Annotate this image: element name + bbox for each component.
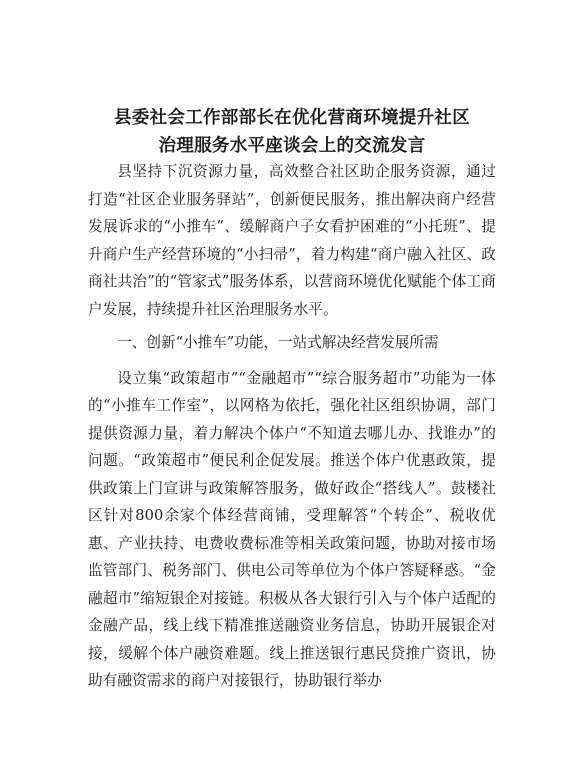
section-1-paragraph: 设立集“政策超市”“金融超市”“综合服务超市”功能为一体的“小推车工作室”，以网格为依托，强化社区组织协调，部门提供资源力量，着力解决个体户“不知道去哪儿办、找谁办”的问题。“政策超市”便民利企促发展。推送个体户优惠政策，提供政策上门宣讲与政策解答服务，做好政企“搭线人”。鼓楼社区针对800余家个体经营商铺，受理解答“个转企”、税收优惠、产业扶持、电费收费标准等相关政策问题，协助对接市场监管部门、税务部门、供电公司等单位为个体户答疑释惑。“金融超市”缩短银企对接链。积极从各大银行引入与个体户适配的金融产品，线上线下精准推送融资业务信息，协助开展银企对接，缓解个体户融资难题。线上推送银行惠民贷推广资讯，协助有融资需求的商户对接银行，协助银行举办 [88,369,496,689]
document-title [88,104,496,160]
intro-paragraph: 县坚持下沉资源力量，高效整合社区助企服务资源，通过打造“社区企业服务驿站”，创新便民服务，推出解决商户经营发展诉求的“小推车”、缓解商户子女看护困难的“小托班”、提升商户生产经营环境的“小扫帚”，着力构建“商户融入社区、政商社共治”的“管家式”服务体系，以营商环境优化赋能个体工商户发展，持续提升社区治理服务水平。 [88,163,496,318]
title-line-2: 治理服务水平座谈会上的交流发言 [158,136,426,156]
section-1-heading: 一、创新“小推车”功能，一站式解决经营发展所需 [117,334,439,351]
document-page [88,104,496,695]
title-line-1: 县委社会工作部部长在优化营商环境提升社区 [114,108,470,128]
